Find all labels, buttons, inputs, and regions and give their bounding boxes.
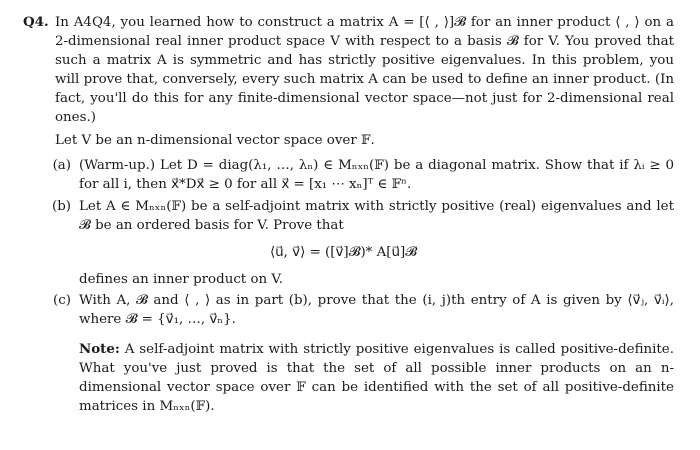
part-b-text: Let A ∈ Mₙₓₙ(𝔽) be a self-adjoint matrix with strictly positive (real) eigenvalues and let 𝓑 be an ordered basis for V. Prove that xyxy=(79,199,674,233)
note-label: Note: xyxy=(79,341,120,357)
part-c-label: (c) xyxy=(53,293,71,308)
parts-list-continued xyxy=(23,291,674,329)
inner-product-formula: ⟨u⃗, v⃗⟩ = ([v⃗]𝓑)* A[u⃗]𝓑 xyxy=(269,245,418,260)
note-block xyxy=(79,340,674,416)
part-a-label: (a) xyxy=(52,158,71,173)
part-b-label: (b) xyxy=(51,199,71,214)
part-b xyxy=(23,197,674,235)
part-c-text: With A, 𝓑 and ⟨ , ⟩ as in part (b), prove that the (i, j)th entry of A is given by ⟨v⃗ⱼ, v⃗ᵢ⟩, where 𝓑 = {v⃗₁, …, v⃗ₙ}. xyxy=(79,293,674,327)
question-block xyxy=(23,13,674,127)
parts-list xyxy=(23,156,674,235)
part-a-text: (Warm-up.) Let D = diag(λ₁, …, λₙ) ∈ Mₙₓₙ(𝔽) be a diagonal matrix. Show that if λᵢ ≥ 0 for all i, then x⃗*Dx⃗ ≥ 0 for all x⃗ = [x₁ ⋯ xₙ]ᵀ ∈ 𝔽ⁿ. xyxy=(79,158,674,192)
question-number: Q4. xyxy=(23,14,49,30)
part-c xyxy=(23,291,674,329)
question-intro: In A4Q4, you learned how to construct a matrix A = [⟨ , ⟩]𝓑 for an inner product ⟨ , ⟩ on a 2-dimensional real inner product space V with respect to a basis 𝓑 for V. You proved that such a matrix A is symmetric and has strictly positive eigenvalues. In this problem, you will prove that, conversely, every such matrix A can be used to define an inner product. (In fact, you'll do this for any finite-dimensional vector space—not just for 2-dimensional real ones.) xyxy=(55,15,674,125)
note-text: A self-adjoint matrix with strictly positive eigenvalues is called positive-definite. What you've just proved is that the set of all possible inner products on an n-dimensional vector space over 𝔽 can be identified with the set of all positive-definite matrices in Mₙₓₙ(𝔽). xyxy=(79,342,674,414)
let-v-statement: Let V be an n-dimensional vector space over 𝔽. xyxy=(55,133,375,148)
part-b-conclusion: defines an inner product on V. xyxy=(79,272,283,287)
part-a xyxy=(23,156,674,194)
